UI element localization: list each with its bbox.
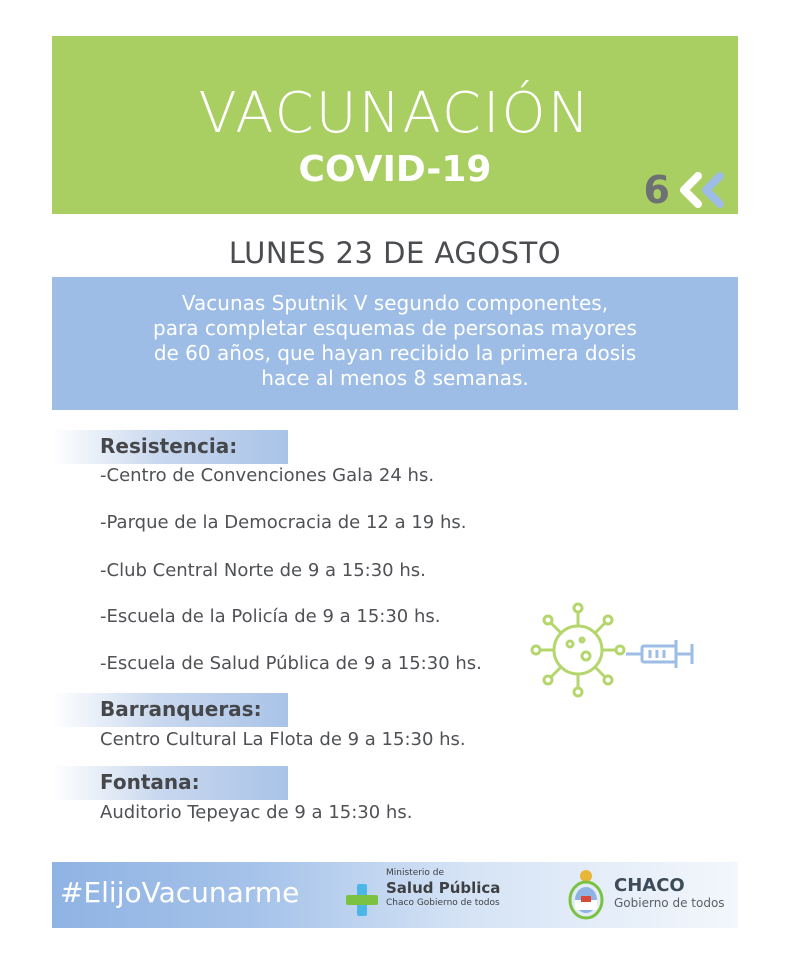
- ministry-name: Salud Pública: [386, 879, 501, 897]
- vaccine-notice: [52, 277, 738, 410]
- hashtag: #ElijoVacunarme: [60, 876, 300, 909]
- section-title: Resistencia:: [100, 434, 238, 458]
- chaco-subtitle: Gobierno de todos: [614, 896, 725, 910]
- chaco-logo: [566, 868, 725, 924]
- ministry-subtitle: Chaco Gobierno de todos: [386, 898, 500, 908]
- page-title: VACUNACIÓN: [198, 81, 592, 146]
- section-heading-barranqueras: [52, 693, 288, 727]
- section-title: Barranqueras:: [100, 697, 262, 721]
- health-cross-icon: [344, 882, 380, 918]
- virus-syringe-icon: [530, 598, 706, 698]
- notice-line: Vacunas Sputnik V segundo componentes,: [181, 291, 609, 315]
- page-subtitle: COVID-19: [298, 149, 492, 190]
- double-chevron-left-icon: [674, 170, 728, 210]
- notice-line: de 60 años, que hayan recibido la primera dosis: [153, 341, 637, 365]
- chaco-shield-icon: [566, 868, 606, 920]
- list-item: -Club Central Norte de 9 a 15:30 hs.: [100, 560, 426, 581]
- notice-line: para completar esquemas de personas mayores: [153, 316, 637, 340]
- list-item: -Escuela de Salud Pública de 9 a 15:30 hs.: [100, 653, 482, 674]
- date-heading: LUNES 23 DE AGOSTO: [228, 236, 562, 270]
- six-logo: [644, 170, 728, 210]
- list-item: Centro Cultural La Flota de 9 a 15:30 hs.: [100, 729, 466, 750]
- logo-number: 6: [643, 168, 670, 212]
- chaco-name: CHACO: [614, 875, 685, 896]
- list-item: -Escuela de la Policía de 9 a 15:30 hs.: [100, 606, 441, 627]
- section-heading-fontana: [52, 766, 288, 800]
- ministry-label: Ministerio de: [386, 868, 445, 878]
- list-item: -Centro de Convenciones Gala 24 hs.: [100, 465, 435, 486]
- header-banner: [52, 36, 738, 214]
- section-title: Fontana:: [100, 770, 200, 794]
- notice-line: hace al menos 8 semanas.: [261, 366, 529, 390]
- section-heading-resistencia: [52, 430, 288, 464]
- list-item: Auditorio Tepeyac de 9 a 15:30 hs.: [100, 802, 413, 823]
- list-item: -Parque de la Democracia de 12 a 19 hs.: [100, 512, 467, 533]
- footer-banner: [52, 862, 738, 928]
